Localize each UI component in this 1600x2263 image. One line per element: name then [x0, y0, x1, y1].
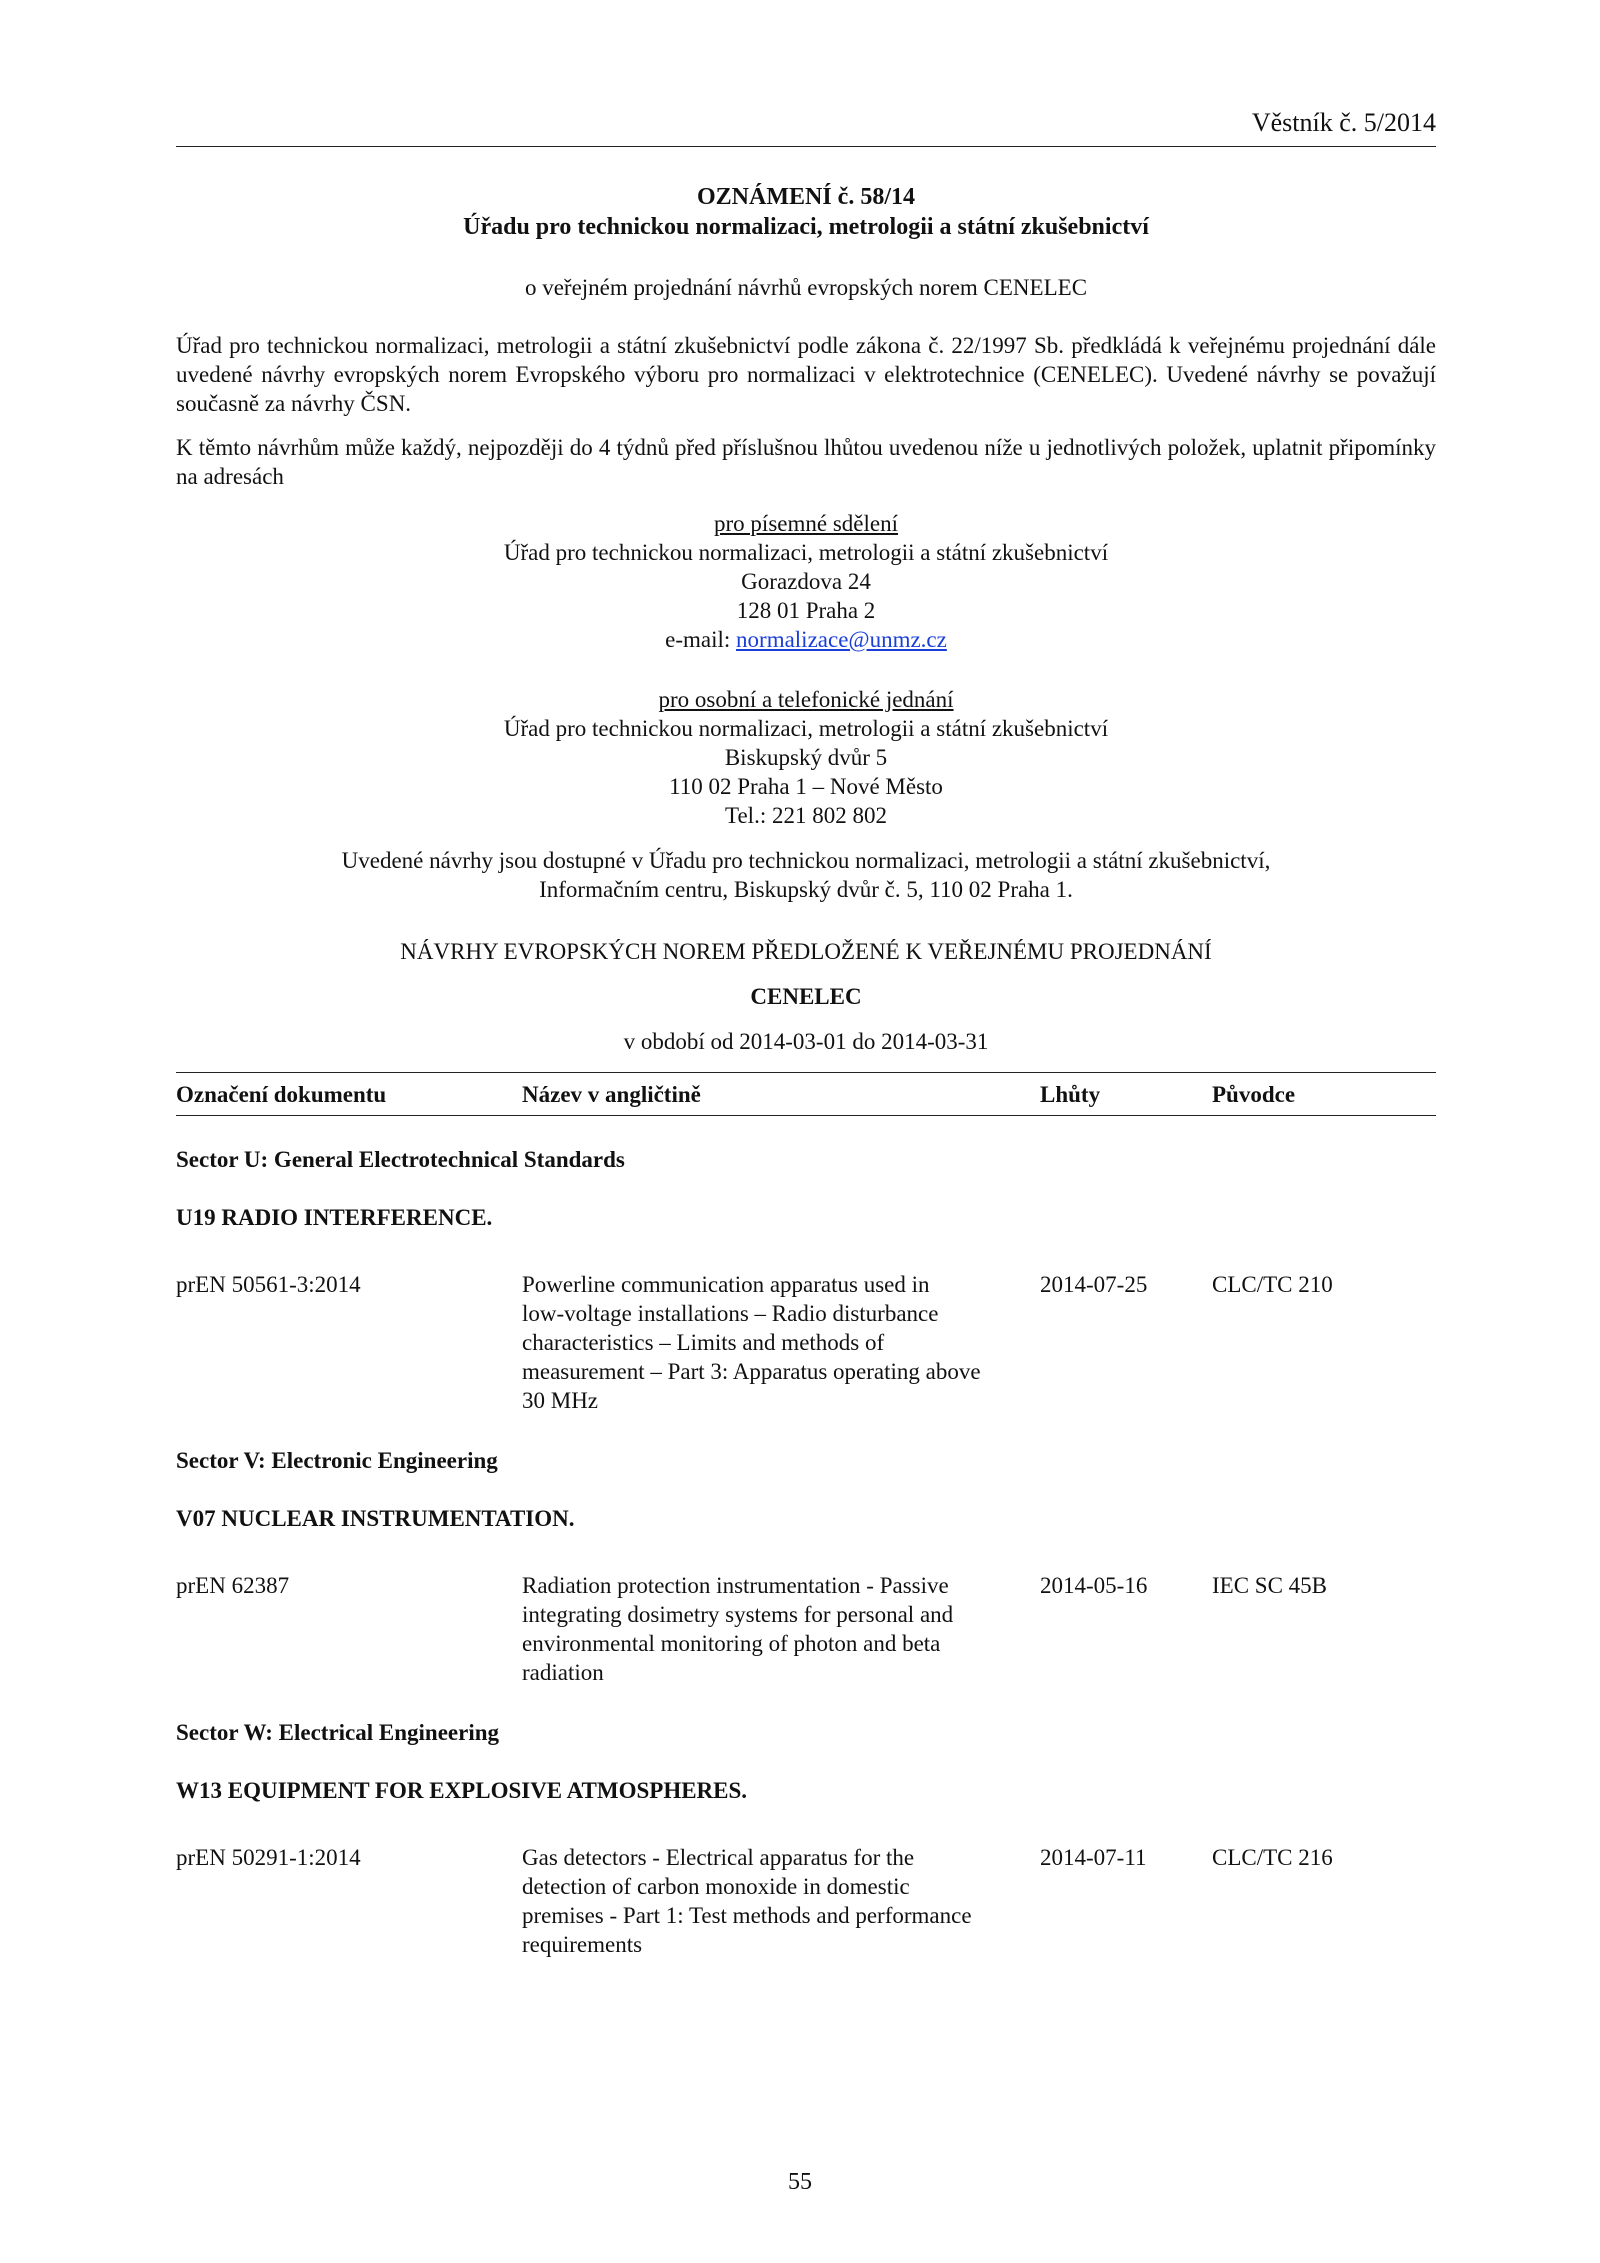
address-personal-street: Biskupský dvůr 5	[724, 745, 888, 770]
group-heading: U19 RADIO INTERFERENCE.	[176, 1205, 493, 1230]
address-written-heading: pro písemné sdělení	[714, 511, 898, 536]
title-line: Powerline communication apparatus used in	[522, 1272, 930, 1297]
address-written-email-line	[176, 625, 1436, 654]
address-written-office: Úřad pro technickou normalizaci, metrologii a státní zkušebnictví	[503, 540, 1109, 565]
address-personal-heading: pro osobní a telefonické jednání	[658, 687, 954, 712]
header-document-id: Označení dokumentu	[176, 1082, 387, 1107]
title-line: premises - Part 1: Test methods and performance	[522, 1903, 972, 1928]
availability-line-2: Informačním centru, Biskupský dvůr č. 5, 110 02 Praha 1.	[539, 877, 1073, 902]
address-personal-phone: Tel.: 221 802 802	[725, 803, 887, 828]
deadline: 2014-05-16	[1040, 1573, 1148, 1598]
document-id: prEN 50561-3:2014	[176, 1272, 361, 1297]
document-id: prEN 50291-1:2014	[176, 1845, 361, 1870]
document-title	[522, 1843, 1022, 1959]
address-written-city: 128 01 Praha 2	[736, 598, 876, 623]
document-id: prEN 62387	[176, 1573, 290, 1598]
title-line: radiation	[522, 1660, 604, 1685]
document-title	[522, 1571, 1022, 1687]
header-english-title: Název v angličtině	[522, 1082, 701, 1107]
header-originator: Původce	[1212, 1082, 1296, 1107]
address-personal-city: 110 02 Praha 1 – Nové Město	[669, 774, 943, 799]
email-link[interactable]: normalizace@unmz.cz	[736, 627, 947, 652]
section-title: NÁVRHY EVROPSKÝCH NOREM PŘEDLOŽENÉ K VEŘEJNÉMU PROJEDNÁNÍ	[400, 939, 1212, 964]
announcement-subject: o veřejném projednání návrhů evropských norem CENELEC	[524, 275, 1088, 300]
comments-paragraph: K těmto návrhům může každý, nejpozději do 4 týdnů před příslušnou lhůtou uvedenou níže u jednotlivých položek, uplatnit připomínky na adresách	[176, 435, 1436, 489]
email-label: e-mail:	[665, 627, 737, 652]
announcement-title: OZNÁMENÍ č. 58/14	[697, 184, 915, 210]
address-personal-office: Úřad pro technickou normalizaci, metrologii a státní zkušebnictví	[503, 716, 1109, 741]
document-title	[522, 1270, 1022, 1415]
deadline: 2014-07-25	[1040, 1272, 1148, 1297]
intro-paragraph: Úřad pro technickou normalizaci, metrologii a státní zkušebnictví podle zákona č. 22/1997 Sb. předkládá k veřejnému projednání dále uvedené návrhy evropských norem Evropského výboru pro normalizaci v elektrotechnice (CENELEC). Uvedené návrhy se považují současně za návrhy ČSN.	[176, 333, 1436, 416]
originator: CLC/TC 210	[1212, 1272, 1333, 1297]
group-heading: V07 NUCLEAR INSTRUMENTATION.	[176, 1506, 575, 1531]
deadline: 2014-07-11	[1040, 1845, 1147, 1870]
title-line: 30 MHz	[522, 1388, 599, 1413]
table-row	[176, 1270, 1436, 1420]
address-written-street: Gorazdova 24	[741, 569, 871, 594]
header-rule	[176, 146, 1436, 147]
title-line: characteristics – Limits and methods of	[522, 1330, 885, 1355]
originator: CLC/TC 216	[1212, 1845, 1333, 1870]
originator: IEC SC 45B	[1212, 1573, 1328, 1598]
sector-heading: Sector U: General Electrotechnical Standards	[176, 1147, 625, 1172]
title-line: measurement – Part 3: Apparatus operating above	[522, 1359, 981, 1384]
availability-line-1: Uvedené návrhy jsou dostupné v Úřadu pro technickou normalizaci, metrologii a státní zkušebnictví,	[341, 848, 1271, 873]
title-line: Radiation protection instrumentation - Passive	[522, 1573, 949, 1598]
table-row	[176, 1571, 1436, 1691]
title-line: requirements	[522, 1932, 643, 1957]
address-personal	[176, 685, 1436, 830]
section-org: CENELEC	[750, 984, 862, 1009]
table-row	[176, 1843, 1436, 1963]
page-number: 55	[788, 2169, 812, 2195]
section-period: v období od 2014-03-01 do 2014-03-31	[623, 1029, 989, 1054]
availability-note	[176, 846, 1436, 904]
header-deadline: Lhůty	[1040, 1082, 1101, 1107]
title-line: low-voltage installations – Radio disturbance	[522, 1301, 939, 1326]
sector-heading: Sector V: Electronic Engineering	[176, 1448, 498, 1473]
announcement-issuer: Úřadu pro technickou normalizaci, metrologii a státní zkušebnictví	[463, 214, 1149, 240]
group-heading: W13 EQUIPMENT FOR EXPLOSIVE ATMOSPHERES.	[176, 1778, 748, 1803]
journal-header: Věstník č. 5/2014	[1251, 108, 1436, 137]
sector-heading: Sector W: Electrical Engineering	[176, 1720, 500, 1745]
title-line: environmental monitoring of photon and beta	[522, 1631, 941, 1656]
title-line: Gas detectors - Electrical apparatus for the	[522, 1845, 915, 1870]
title-line: integrating dosimetry systems for personal and	[522, 1602, 954, 1627]
address-written	[176, 509, 1436, 654]
title-line: detection of carbon monoxide in domestic	[522, 1874, 910, 1899]
table-header	[176, 1072, 1436, 1116]
